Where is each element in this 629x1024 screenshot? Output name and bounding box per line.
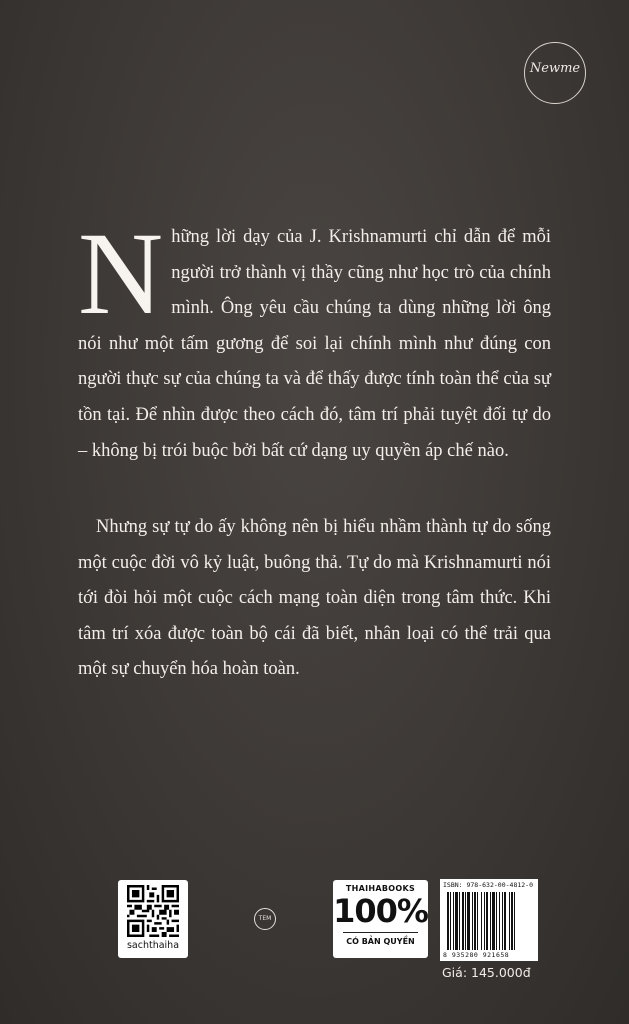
paragraph-1-text: hững lời dạy của J. Krishnamurti chỉ dẫn để mỗi người trở thành vị thầy cũng như học trò của chính mình. Ông yêu cầu chúng ta dùng những lời ông nói như một tấm gương để soi lại chính mình như đúng con người thực sự của chúng ta và để thấy được tính toàn thể của sự tồn tại. Để nhìn được theo cách đó, tâm trí phải tuyệt đối tự do – không bị trói buộc bởi bất cứ dạng uy quyền áp chế nào.: [78, 227, 551, 461]
qr-code-icon[interactable]: [127, 885, 179, 937]
paragraph-2-text: Nhưng sự tự do ấy không nên bị hiểu nhầm thành tự do sống một cuộc đời vô kỷ luật, buông thả. Tự do mà Krishnamurti nói tới đòi hỏi một cuộc cách mạng toàn diện trong tâm thức. Khi tâm trí xóa được toàn bộ cái đã biết, nhân loại có thể trải qua một sự chuyển hóa hoàn toàn.: [78, 517, 551, 680]
paragraph-2: [78, 510, 551, 688]
isbn-text: ISBN: 978-632-00-4812-0: [443, 881, 534, 889]
copyright-note: CÓ BẢN QUYỀN: [346, 937, 415, 946]
copyright-divider: [343, 932, 418, 933]
qr-code-block[interactable]: [118, 880, 188, 958]
barcode-icon: [446, 892, 532, 950]
newme-logo-icon: [524, 42, 586, 104]
copyright-badge: [333, 880, 428, 958]
drop-cap: N: [78, 208, 164, 339]
publisher-brand: THAIHABOOKS: [345, 884, 416, 893]
tem-stamp: TEM: [254, 908, 276, 930]
price-label: Giá: 145.000đ: [442, 965, 531, 980]
paragraph-1: [78, 208, 551, 469]
logo-text: Newme: [529, 61, 581, 76]
qr-label: sachthaiha: [126, 940, 180, 951]
copyright-percent: 100%: [333, 892, 428, 930]
isbn-barcode: [440, 879, 538, 961]
ean-number: 8 935280 921658: [443, 951, 510, 959]
